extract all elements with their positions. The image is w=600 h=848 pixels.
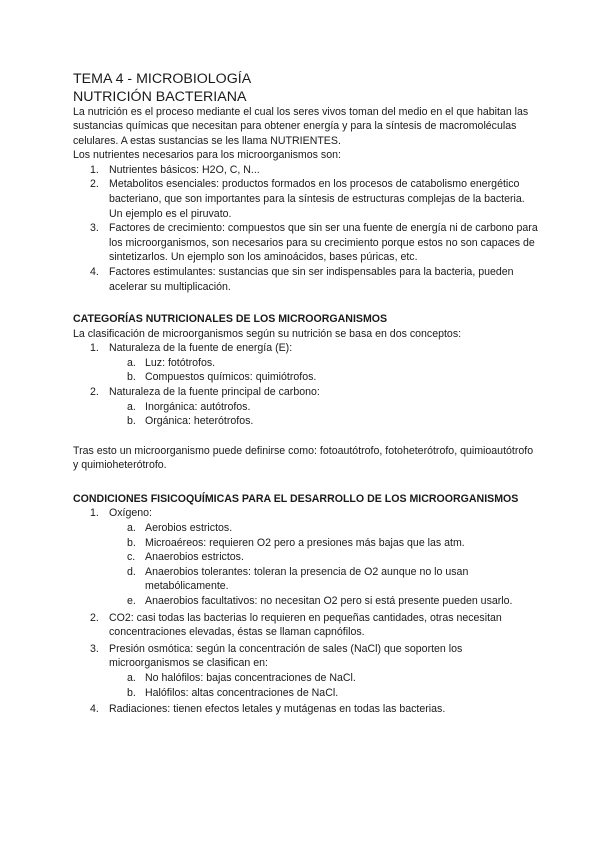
list-marker: a. bbox=[127, 521, 136, 534]
nutrients-intro: Los nutrientes necesarios para los microorganismos son: bbox=[73, 149, 341, 162]
sub-list-item bbox=[109, 594, 540, 609]
sub-list-item bbox=[109, 521, 540, 536]
list-item bbox=[73, 221, 540, 265]
list-marker: d. bbox=[127, 565, 136, 578]
list-item-text: Radiaciones: tienen efectos letales y mutágenas en todas las bacterias. bbox=[109, 703, 446, 716]
intro-paragraph: La nutrición es el proceso mediante el cual los seres vivos toman del medio en el que habitan las sustancias químicas que necesitan para obtener energía y para la síntesis de macromoléculas celulares. A estas sustancias se les llama NUTRIENTES. bbox=[73, 105, 529, 147]
document-subtitle: NUTRICIÓN BACTERIANA bbox=[73, 88, 247, 105]
list-item-text: No halófilos: bajas concentraciones de NaCl. bbox=[145, 671, 356, 684]
list-item-text: Aerobios estrictos. bbox=[145, 521, 233, 534]
list-item-text: Luz: fotótrofos. bbox=[145, 356, 216, 369]
list-marker: 1. bbox=[90, 163, 99, 176]
sub-list-item bbox=[109, 356, 540, 371]
list-marker: 2. bbox=[90, 386, 99, 398]
list-marker: 1. bbox=[90, 342, 99, 355]
list-item bbox=[73, 385, 540, 429]
list-item bbox=[73, 506, 540, 608]
list-marker: b. bbox=[127, 415, 136, 428]
list-item-text: Naturaleza de la fuente principal de carbono: bbox=[109, 386, 320, 398]
categories-intro: La clasificación de microorganismos según su nutrición se basa en dos conceptos: bbox=[73, 327, 462, 340]
list-marker: 1. bbox=[90, 507, 99, 520]
list-item-text: Microaéreos: requieren O2 pero a presiones más bajas que las atm. bbox=[145, 536, 465, 549]
list-marker: a. bbox=[127, 400, 136, 413]
list-marker: 3. bbox=[90, 642, 99, 655]
list-item bbox=[73, 642, 540, 700]
list-item-text: Inorgánica: autótrofos. bbox=[145, 400, 251, 413]
sub-list-item bbox=[109, 550, 540, 565]
list-item bbox=[73, 163, 540, 178]
sub-list-item bbox=[109, 414, 540, 429]
list-marker: 3. bbox=[90, 222, 99, 235]
list-item-text: Nutrientes básicos: H2O, C, N... bbox=[109, 163, 260, 176]
sub-list-item bbox=[109, 671, 540, 686]
sub-list-item bbox=[109, 400, 540, 415]
sub-list-item bbox=[109, 536, 540, 551]
list-item-text: Anaerobios estrictos. bbox=[145, 551, 244, 564]
list-item-text: Compuestos químicos: quimiótrofos. bbox=[145, 371, 317, 384]
list-item-text: CO2: casi todas las bacterias lo requieren en pequeñas cantidades, otras necesitan concentraciones elevadas, éstas se llaman capnófilos. bbox=[109, 611, 502, 639]
sub-list-item bbox=[109, 686, 540, 701]
list-marker: a. bbox=[127, 356, 136, 369]
categories-heading: CATEGORÍAS NUTRICIONALES DE LOS MICROORGANISMOS bbox=[73, 313, 388, 326]
sub-list-item bbox=[109, 370, 540, 385]
list-item-text: Naturaleza de la fuente de energía (E): bbox=[109, 342, 293, 355]
list-item-text: Factores estimulantes: sustancias que sin ser indispensables para la bacteria, pueden acelerar su multiplicación. bbox=[109, 266, 514, 293]
list-item-text: Metabolitos esenciales: productos formados en los procesos de catabolismo energético bacteriano, que son importantes para la síntesis de estructuras complejas de la bacteria. Un ejemplo es el piruvato. bbox=[109, 178, 525, 220]
list-item bbox=[73, 611, 540, 640]
categories-list bbox=[73, 341, 540, 429]
list-item-text: Anaerobios tolerantes: toleran la presencia de O2 aunque no lo usan metabólicamente. bbox=[145, 565, 469, 593]
nutrients-list bbox=[73, 163, 540, 294]
list-marker: a. bbox=[127, 671, 136, 684]
list-item-text: Halófilos: altas concentraciones de NaCl. bbox=[145, 686, 339, 699]
sub-list bbox=[109, 671, 540, 700]
list-item bbox=[73, 702, 540, 717]
list-marker: e. bbox=[127, 594, 136, 607]
list-marker: 2. bbox=[90, 178, 99, 191]
list-marker: 4. bbox=[90, 266, 99, 279]
list-item bbox=[73, 177, 540, 221]
list-item bbox=[73, 341, 540, 385]
list-item-text: Presión osmótica: según la concentración de sales (NaCl) que soporten los microorganismos se clasifican en: bbox=[109, 642, 463, 670]
sub-list bbox=[109, 356, 540, 385]
conditions-heading: CONDICIONES FISICOQUÍMICAS PARA EL DESARROLLO DE LOS MICROORGANISMOS bbox=[73, 492, 519, 505]
sub-list-item bbox=[109, 565, 540, 594]
document-title: TEMA 4 - MICROBIOLOGÍA bbox=[73, 71, 252, 87]
list-marker: b. bbox=[127, 371, 136, 384]
conditions-list bbox=[73, 506, 540, 716]
list-item-text: Orgánica: heterótrofos. bbox=[145, 415, 254, 428]
list-item-text: Oxígeno: bbox=[109, 507, 152, 520]
sub-list bbox=[109, 521, 540, 609]
sub-list bbox=[109, 400, 540, 429]
list-marker: b. bbox=[127, 536, 136, 549]
list-marker: 2. bbox=[90, 611, 99, 624]
list-item bbox=[73, 265, 540, 294]
categories-closing: Tras esto un microorganismo puede definirse como: fotoautótrofo, fotoheterótrofo, quimioautótrofo y quimioheterótrofo. bbox=[73, 444, 534, 472]
list-marker: 4. bbox=[90, 703, 99, 716]
list-marker: b. bbox=[127, 686, 136, 699]
list-item-text: Factores de crecimiento: compuestos que sin ser una fuente de energía ni de carbono para los microorganismos, son necesarios para su crecimiento porque estos no son capaces de sintetizarlos. Un ejemplo son los aminoácidos, bases púricas, etc. bbox=[109, 222, 538, 264]
list-item-text: Anaerobios facultativos: no necesitan O2 pero si está presente pueden usarlo. bbox=[145, 594, 513, 607]
list-marker: c. bbox=[127, 551, 136, 564]
